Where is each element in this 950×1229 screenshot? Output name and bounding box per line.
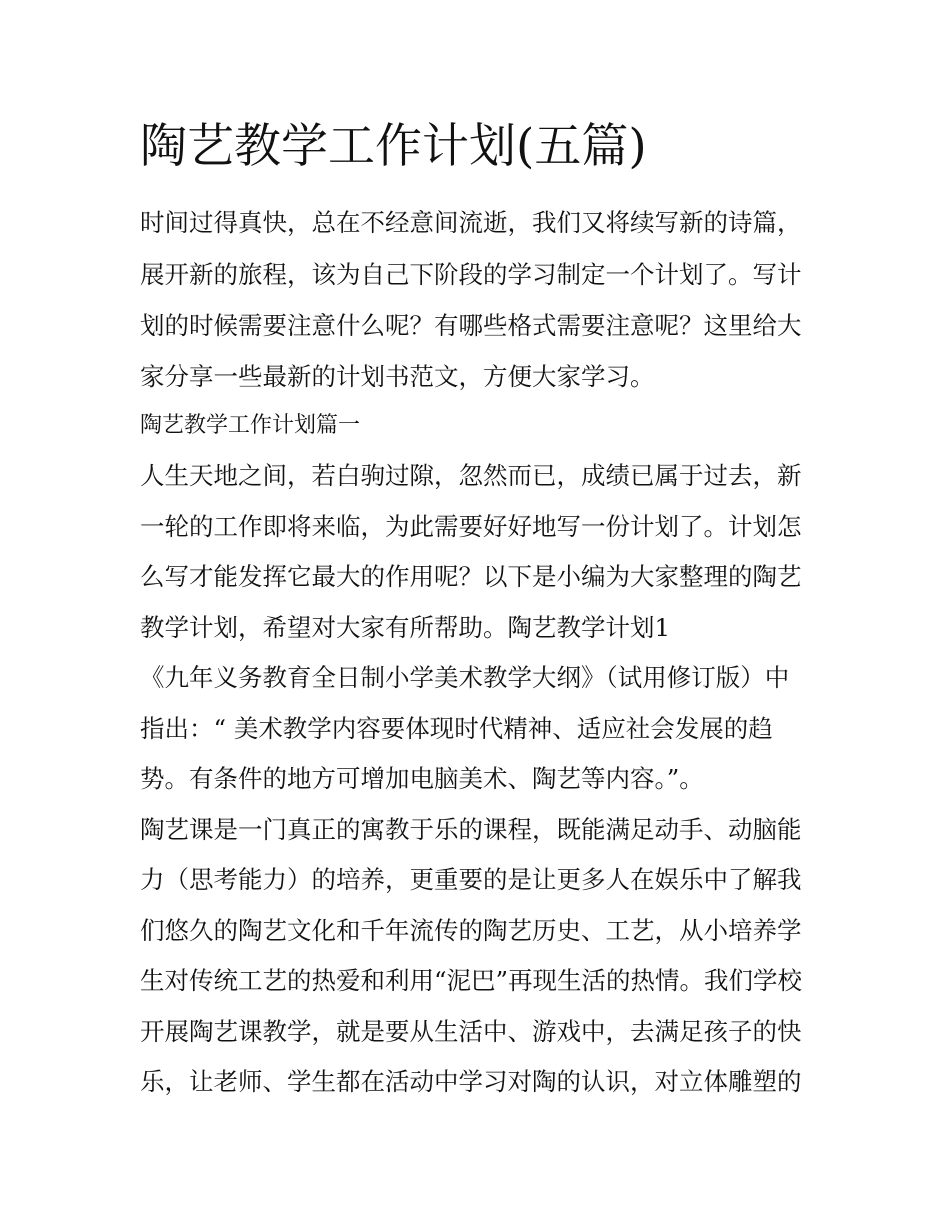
para3-line-5: 开展陶艺课教学，就是要从生活中、游戏中，去满足孩子的快 [140,1017,802,1046]
intro-line-4: 家分享一些最新的计划书范文，方便大家学习。 [140,362,655,391]
para3-line-2: 力（思考能力）的培养，更重要的是让更多人在娱乐中了解我 [140,865,802,894]
intro-line-2: 展开新的旅程，该为自己下阶段的学习制定一个计划了。写计 [140,260,802,289]
intro-line-3: 划的时候需要注意什么呢？有哪些格式需要注意呢？这里给大 [140,311,802,340]
section-heading: 陶艺教学工作计划篇一 [140,413,361,438]
intro-line-1: 时间过得真快，总在不经意间流逝，我们又将续写新的诗篇， [140,208,802,237]
para2-line-2: 指出：“ 美术教学内容要体现时代精神、适应社会发展的趋 [140,714,773,743]
para1-line-3: 么写才能发挥它最大的作用呢？以下是小编为大家整理的陶艺 [140,562,802,591]
document-title: 陶艺教学工作计划(五篇) [140,119,647,174]
para3-line-3: 们悠久的陶艺文化和千年流传的陶艺历史、工艺，从小培养学 [140,916,802,945]
para3-line-4: 生对传统工艺的热爱和利用“泥巴”再现生活的热情。我们学校 [140,966,803,995]
para1-line-4: 教学计划，希望对大家有所帮助。陶艺教学计划1 [140,613,671,642]
para3-line-6: 乐，让老师、学生都在活动中学习对陶的认识，对立体雕塑的 [140,1067,802,1096]
para2-line-3: 势。有条件的地方可增加电脑美术、陶艺等内容。”。 [140,764,704,793]
para3-line-1: 陶艺课是一门真正的寓教于乐的课程，既能满足动手、动脑能 [140,815,802,844]
para1-line-1: 人生天地之间，若白驹过隙，忽然而已，成绩已属于过去，新 [140,461,802,490]
para2-line-1: 《九年义务教育全日制小学美术教学大纲》（试用修订版）中 [140,663,790,692]
para1-line-2: 一轮的工作即将来临，为此需要好好地写一份计划了。计划怎 [140,512,802,541]
